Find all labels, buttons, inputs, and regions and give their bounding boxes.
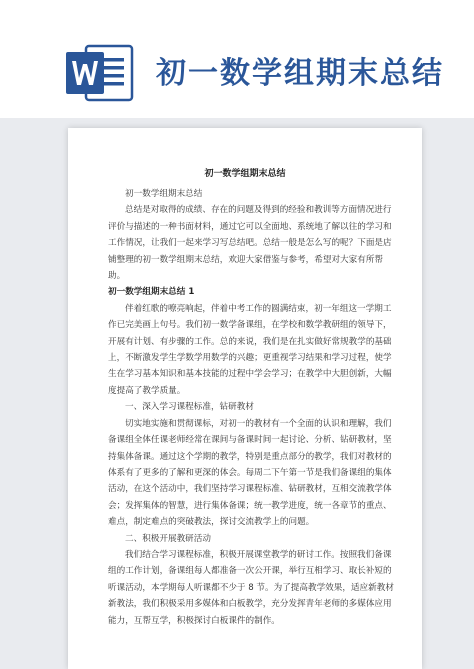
word-document-icon bbox=[64, 42, 136, 104]
section-heading: 一、深入学习课程标准，钻研教材 bbox=[125, 402, 254, 413]
paragraph: 初一数学组期末总结 bbox=[125, 189, 203, 199]
section-heading: 初一数学组期末总结 1 bbox=[108, 287, 195, 298]
paragraph: 我们结合学习课程标准，积极开展课堂教学的研讨工作。按照我们备课组的工作计划，备课组每人都准备一次公开课，举行互相学习、取长补短的听课活动，本学期每人听课都不少于 8 节。为了提高教学效果，适应新教材新教法，我们积极采用多媒体和白板教学，充分发挥青年老师的多媒体应用能力，互帮互学，积极探讨白板课件的制作。 bbox=[108, 549, 394, 626]
paragraph: 切实地实施和贯彻课标，对初一的教材有一个全面的认识和理解，我们备课组全体任课老师经常在课间与备课时间一起讨论、分析、钻研教材，坚持集体备课。通过这个学期的教学，特别是重点部分的教学，我们对教材的体系有了更多的了解和更深的体会。每周二下午第一节是我们备课组的集体活动，在这个活动中，我们坚持学习课程标准、钻研教材，互相交流教学体会；发挥集体的智慧，进行集体备课；统一教学进度，统一各章节的重点、难点，制定难点的突破教法，探讨交流教学上的问题。 bbox=[108, 418, 392, 528]
banner-title: 初一数学组期末总结 bbox=[156, 56, 444, 91]
document-body bbox=[108, 186, 394, 629]
document-title: 初一数学组期末总结 bbox=[204, 169, 286, 179]
section-heading: 二、积极开展教研活动 bbox=[125, 533, 211, 544]
document-page bbox=[68, 128, 422, 669]
paragraph: 总结是对取得的成绩、存在的问题及得到的经验和教训等方面情况进行评价与描述的一种书面材料，通过它可以全面地、系统地了解以往的学习和工作情况，让我们一起来学习写总结吧。总结一般是怎么写的呢？下面是店铺整理的初一数学组期末总结，欢迎大家借鉴与参考，希望对大家有所帮助。 bbox=[108, 205, 392, 282]
header-banner bbox=[0, 0, 474, 128]
paragraph: 伴着红歌的嘹亮响起，伴着中考工作的圆满结束，初一年组这一学期工作已完美画上句号。我们初一数学备课组，在学校和数学教研组的领导下，开展有计划、有步骤的工作。总的来说，我们是在扎实做好常规教学的基础上，不断激发学生学数学用数学的兴趣；更重视学习结果和学习过程，使学生在学习基本知识和基本技能的过程中学会学习；在教学中大胆创新，大幅度提高了教学质量。 bbox=[108, 303, 392, 396]
